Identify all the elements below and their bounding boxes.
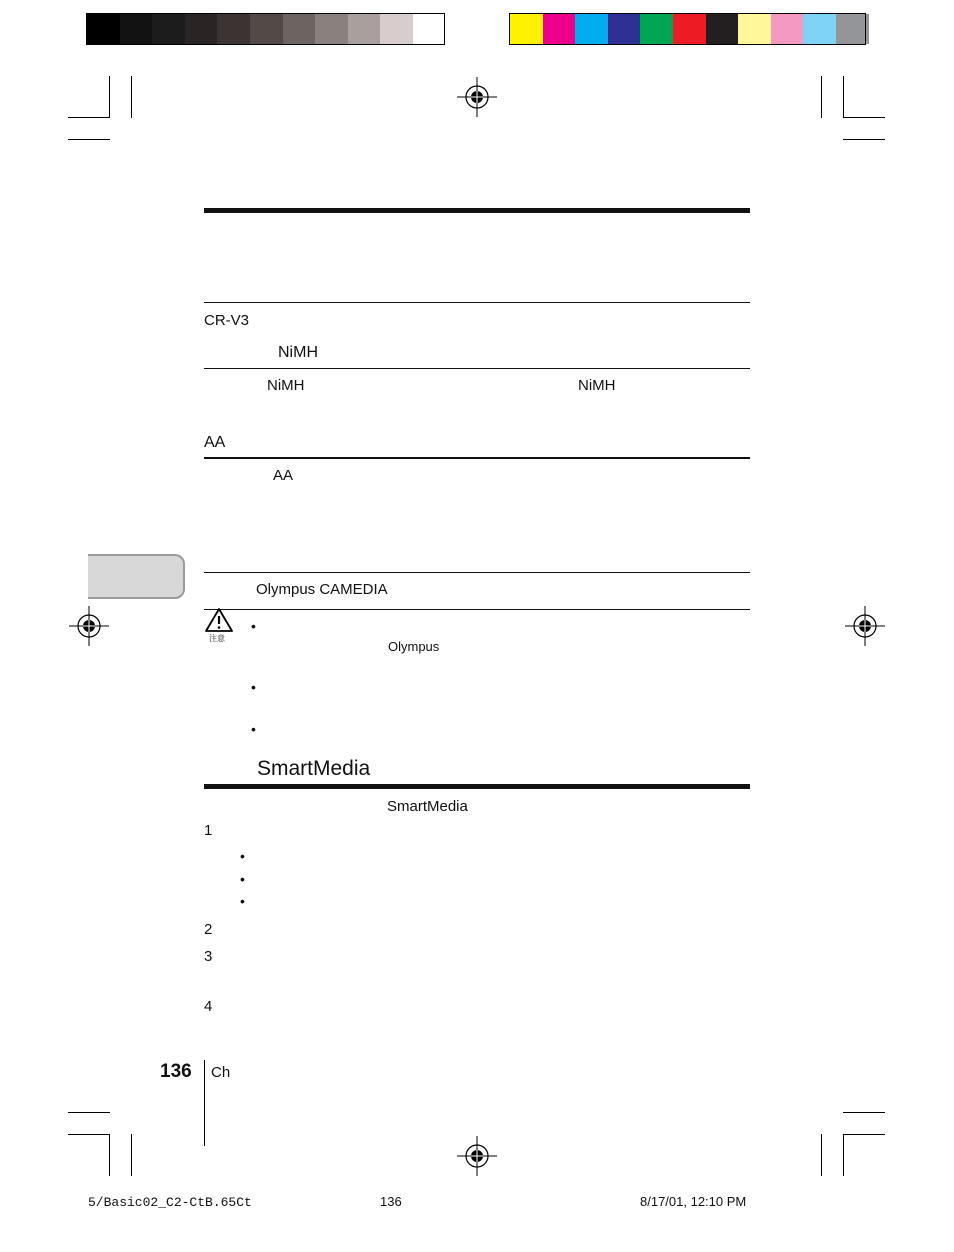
smartmedia-title: SmartMedia xyxy=(257,757,371,780)
nimh-text-right: NiMH xyxy=(578,377,616,394)
step-1-bullet: • xyxy=(240,893,245,909)
aa-heading: AA xyxy=(204,434,226,451)
footer-page-number: 136 xyxy=(380,1194,402,1209)
crop-mark xyxy=(68,1112,110,1113)
crop-mark xyxy=(109,76,110,118)
olympus-text: Olympus xyxy=(388,639,440,654)
file-name: 5/Basic02_C2-CtB.65Ct xyxy=(88,1195,252,1210)
registration-mark-icon xyxy=(845,606,885,646)
caution-icon xyxy=(204,607,234,633)
registration-mark-icon xyxy=(69,606,109,646)
model-label: CR-V3 xyxy=(204,312,250,329)
crop-mark xyxy=(843,76,844,118)
crop-mark xyxy=(843,139,885,140)
nimh-text-left: NiMH xyxy=(267,377,305,394)
smartmedia-text: SmartMedia xyxy=(387,798,468,815)
crop-mark xyxy=(843,1134,844,1176)
crop-mark xyxy=(68,117,110,118)
nimh-heading: NiMH xyxy=(278,344,318,361)
timestamp: 8/17/01, 12:10 PM xyxy=(640,1194,747,1209)
footer-divider xyxy=(204,1060,205,1146)
section-rule-thick xyxy=(204,784,750,789)
registration-mark-icon xyxy=(457,1136,497,1176)
crop-mark xyxy=(131,76,132,118)
crop-mark xyxy=(109,1134,110,1176)
step-1: 1 xyxy=(204,822,213,839)
divider xyxy=(204,609,750,610)
aa-text: AA xyxy=(273,467,294,484)
registration-mark-icon xyxy=(457,77,497,117)
crop-mark xyxy=(843,117,885,118)
divider xyxy=(204,572,750,573)
caution-label: 注意 xyxy=(209,634,225,643)
step-3: 3 xyxy=(204,948,213,965)
gray-bar-frame xyxy=(86,13,445,45)
crop-mark xyxy=(131,1134,132,1176)
bullet-3: • xyxy=(251,721,256,737)
section-rule-thick xyxy=(204,208,750,213)
divider xyxy=(204,457,750,459)
page-number: 136 xyxy=(160,1061,192,1082)
step-2: 2 xyxy=(204,921,213,938)
bullet-1: • xyxy=(251,618,256,634)
divider xyxy=(204,302,750,303)
crop-mark xyxy=(843,1134,885,1135)
olympus-camedia-text: Olympus CAMEDIA xyxy=(256,581,388,598)
step-1-bullet: • xyxy=(240,871,245,887)
chapter-tab xyxy=(88,554,185,599)
step-4: 4 xyxy=(204,998,213,1015)
step-1-bullet: • xyxy=(240,848,245,864)
color-bar-frame xyxy=(509,13,866,45)
crop-mark xyxy=(821,76,822,118)
crop-mark xyxy=(68,139,110,140)
crop-mark xyxy=(68,1134,110,1135)
divider xyxy=(204,368,750,369)
crop-mark xyxy=(843,1112,885,1113)
bullet-2: • xyxy=(251,679,256,695)
chapter-label: Ch xyxy=(211,1064,231,1081)
crop-mark xyxy=(821,1134,822,1176)
